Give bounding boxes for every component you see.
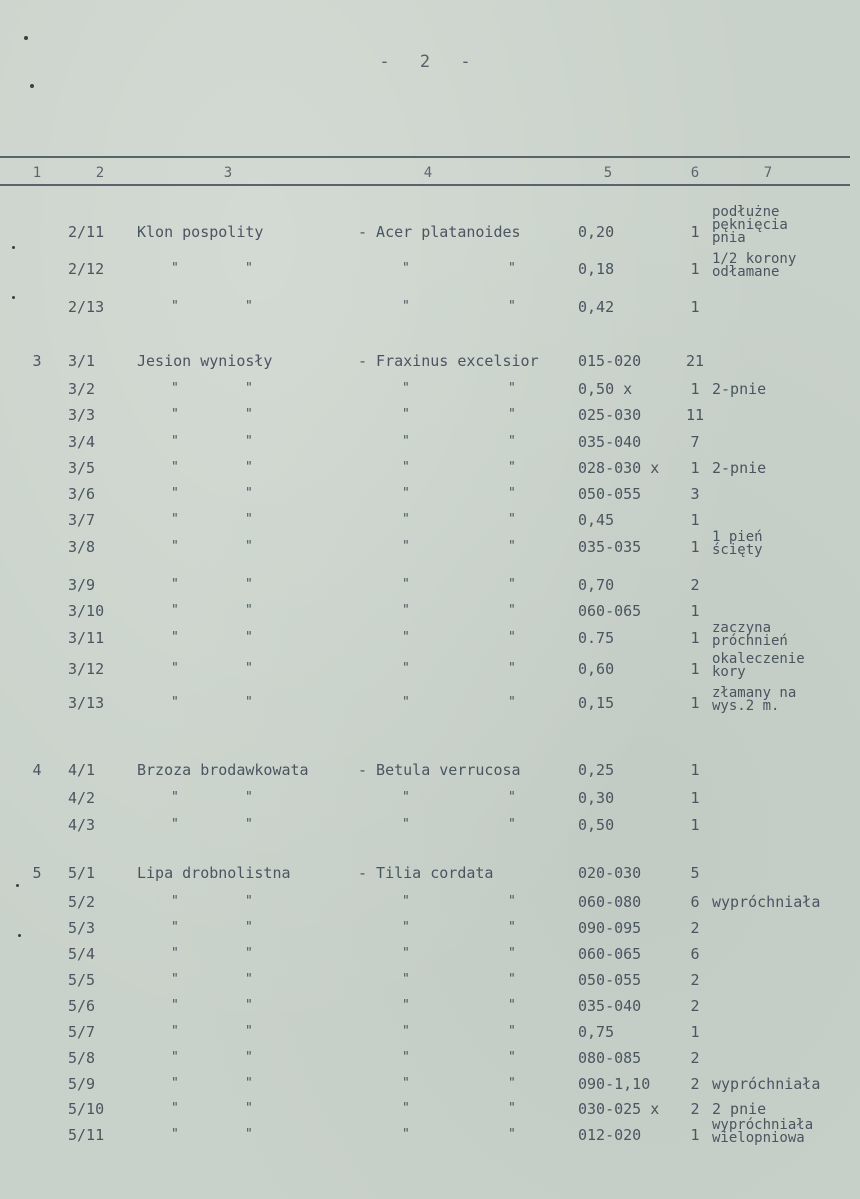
column-header-7: 7 (763, 165, 773, 181)
trunk-diameter: 060-080 (578, 893, 642, 911)
tree-count: 1 (690, 602, 700, 620)
tree-number: 5/6 (68, 997, 96, 1015)
tree-number: 4/1 (68, 761, 96, 779)
table-row (0, 379, 860, 399)
ditto-mark: " (508, 512, 516, 527)
column-header-1: 1 (32, 165, 42, 181)
tree-number: 3/5 (68, 459, 96, 477)
ditto-mark: " (402, 434, 410, 449)
trunk-diameter: 020-030 (578, 864, 642, 882)
remarks-text: złamany na wys.2 m. (712, 685, 797, 714)
tree-count: 2 (690, 576, 700, 594)
ditto-mark: " (402, 790, 410, 805)
remarks-text: 2-pnie (712, 380, 767, 398)
table-header (0, 163, 860, 183)
tree-number: 3/2 (68, 380, 96, 398)
remarks-text: 1 pień ścięty (712, 529, 763, 558)
trunk-diameter: 060-065 (578, 602, 642, 620)
ditto-mark: " (245, 695, 253, 710)
ditto-mark: " (402, 894, 410, 909)
remarks (712, 1074, 852, 1094)
trunk-diameter: 050-055 (578, 971, 642, 989)
tree-count: 2 (690, 1075, 700, 1093)
trunk-diameter: 0,20 (578, 223, 615, 241)
ditto-mark: " (402, 1101, 410, 1116)
tree-count: 2 (690, 919, 700, 937)
latin-name: - Fraxinus excelsior (358, 352, 539, 370)
ditto-mark: " (508, 460, 516, 475)
ditto-mark: " (402, 920, 410, 935)
ditto-mark: " (508, 407, 516, 422)
tree-count: 1 (690, 629, 700, 647)
tree-number: 5/10 (68, 1100, 105, 1118)
ditto-mark: " (508, 539, 516, 554)
tree-count: 7 (690, 433, 700, 451)
column-header-2: 2 (95, 165, 105, 181)
ditto-mark: " (508, 972, 516, 987)
tree-number: 2/11 (68, 223, 105, 241)
ditto-mark: " (171, 1050, 179, 1065)
ditto-mark: " (508, 630, 516, 645)
tree-count: 1 (690, 789, 700, 807)
trunk-diameter: 080-085 (578, 1049, 642, 1067)
ditto-mark: " (508, 261, 516, 276)
trunk-diameter: 025-030 (578, 406, 642, 424)
ditto-mark: " (508, 894, 516, 909)
tree-number: 4/3 (68, 816, 96, 834)
ditto-mark: " (171, 817, 179, 832)
group-number: 5 (32, 864, 42, 882)
tree-count: 21 (685, 352, 705, 370)
ditto-mark: " (171, 1101, 179, 1116)
tree-number: 2/13 (68, 298, 105, 316)
ditto-mark: " (171, 381, 179, 396)
ditto-mark: " (171, 1076, 179, 1091)
remarks (712, 253, 852, 279)
trunk-diameter: 0,70 (578, 576, 615, 594)
ditto-mark: " (508, 661, 516, 676)
trunk-diameter: 0,25 (578, 761, 615, 779)
ditto-mark: " (402, 630, 410, 645)
ditto-mark: " (245, 946, 253, 961)
ditto-mark: " (508, 434, 516, 449)
table-row (0, 601, 860, 621)
tree-count: 6 (690, 893, 700, 911)
tree-number: 3/12 (68, 660, 105, 678)
ditto-mark: " (245, 603, 253, 618)
tree-number: 3/8 (68, 538, 96, 556)
table-row (0, 944, 860, 964)
column-header-4: 4 (423, 165, 433, 181)
trunk-diameter: 012-020 (578, 1126, 642, 1144)
table-row (0, 1022, 860, 1042)
polish-name: Jesion wyniosły (137, 352, 273, 370)
trunk-diameter: 090-1,10 (578, 1075, 651, 1093)
latin-name: - Tilia cordata (358, 864, 494, 882)
table-row (0, 458, 860, 478)
ditto-mark: " (508, 946, 516, 961)
tree-count: 2 (690, 997, 700, 1015)
remarks-text: wypróchniała (712, 1075, 821, 1093)
ditto-mark: " (171, 894, 179, 909)
tree-number: 3/1 (68, 352, 96, 370)
tree-count: 1 (690, 660, 700, 678)
trunk-diameter: 0,75 (578, 1023, 615, 1041)
table-row (0, 892, 860, 912)
ditto-mark: " (508, 817, 516, 832)
polish-name: Lipa drobnolistna (137, 864, 291, 882)
ditto-mark: " (245, 299, 253, 314)
tree-number: 3/4 (68, 433, 96, 451)
remarks-text: 2 pnie (712, 1100, 767, 1118)
ditto-mark: " (402, 261, 410, 276)
tree-number: 3/13 (68, 694, 105, 712)
ditto-mark: " (245, 460, 253, 475)
tree-count: 5 (690, 864, 700, 882)
ditto-mark: " (508, 381, 516, 396)
group-number: 4 (32, 761, 42, 779)
tree-number: 3/6 (68, 485, 96, 503)
ditto-mark: " (245, 920, 253, 935)
remarks (712, 1119, 852, 1145)
trunk-diameter: 0,42 (578, 298, 615, 316)
table-row (0, 1048, 860, 1068)
ditto-mark: " (245, 381, 253, 396)
ditto-mark: " (171, 972, 179, 987)
tree-count: 1 (690, 538, 700, 556)
ditto-mark: " (245, 661, 253, 676)
ditto-mark: " (245, 434, 253, 449)
table-row (0, 918, 860, 938)
tree-number: 3/3 (68, 406, 96, 424)
table-row (0, 788, 860, 808)
table-row (0, 1074, 860, 1094)
hole-punch-mark (16, 884, 19, 887)
tree-count: 1 (690, 1126, 700, 1144)
ditto-mark: " (402, 460, 410, 475)
trunk-diameter: 0,30 (578, 789, 615, 807)
table-row (0, 251, 860, 280)
trunk-diameter: 035-040 (578, 997, 642, 1015)
tree-number: 5/1 (68, 864, 96, 882)
table-row (0, 620, 860, 649)
ditto-mark: " (402, 661, 410, 676)
tree-count: 1 (690, 380, 700, 398)
trunk-diameter: 0,60 (578, 660, 615, 678)
tree-number: 4/2 (68, 789, 96, 807)
remarks (712, 206, 852, 245)
ditto-mark: " (245, 998, 253, 1013)
tree-number: 5/2 (68, 893, 96, 911)
ditto-mark: " (171, 695, 179, 710)
tree-count: 2 (690, 971, 700, 989)
ditto-mark: " (245, 577, 253, 592)
ditto-mark: " (245, 630, 253, 645)
table-row (0, 351, 860, 371)
ditto-mark: " (508, 603, 516, 618)
ditto-mark: " (171, 460, 179, 475)
tree-count: 1 (690, 459, 700, 477)
remarks-text: wypróchniała wielopniowa (712, 1117, 814, 1146)
tree-number: 3/9 (68, 576, 96, 594)
tree-number: 5/4 (68, 945, 96, 963)
tree-count: 6 (690, 945, 700, 963)
ditto-mark: " (171, 946, 179, 961)
remarks-text: podłużne pęknięcia pnia (712, 204, 788, 246)
trunk-diameter: 0,15 (578, 694, 615, 712)
table-row (0, 529, 860, 558)
remarks (712, 1099, 852, 1119)
table-row (0, 1117, 860, 1146)
ditto-mark: " (171, 434, 179, 449)
tree-count: 2 (690, 1049, 700, 1067)
ditto-mark: " (245, 512, 253, 527)
ditto-mark: " (508, 1050, 516, 1065)
ditto-mark: " (245, 486, 253, 501)
trunk-diameter: 0,50 (578, 816, 615, 834)
tree-count: 1 (690, 1023, 700, 1041)
ditto-mark: " (508, 920, 516, 935)
remarks (712, 653, 852, 679)
ditto-mark: " (402, 998, 410, 1013)
trunk-diameter: 035-035 (578, 538, 642, 556)
ditto-mark: " (245, 972, 253, 987)
tree-number: 5/5 (68, 971, 96, 989)
trunk-diameter: 015-020 (578, 352, 642, 370)
ditto-mark: " (245, 261, 253, 276)
table-row (0, 204, 860, 246)
table-row (0, 432, 860, 452)
column-header-3: 3 (223, 165, 233, 181)
ditto-mark: " (245, 894, 253, 909)
ditto-mark: " (508, 1101, 516, 1116)
trunk-diameter: 0.75 (578, 629, 615, 647)
ditto-mark: " (245, 539, 253, 554)
column-header-5: 5 (603, 165, 613, 181)
tree-number: 2/12 (68, 260, 105, 278)
ditto-mark: " (508, 790, 516, 805)
ditto-mark: " (402, 1076, 410, 1091)
ditto-mark: " (402, 407, 410, 422)
tree-count: 1 (690, 223, 700, 241)
remarks-text: zaczyna próchnień (712, 620, 788, 649)
column-header-6: 6 (690, 165, 700, 181)
ditto-mark: " (508, 1076, 516, 1091)
table-row (0, 815, 860, 835)
remarks (712, 892, 852, 912)
table-row (0, 297, 860, 317)
ditto-mark: " (245, 1024, 253, 1039)
tree-count: 2 (690, 1100, 700, 1118)
ditto-mark: " (171, 299, 179, 314)
ditto-mark: " (402, 1127, 410, 1142)
remarks-text: 2-pnie (712, 459, 767, 477)
tree-number: 3/10 (68, 602, 105, 620)
ditto-mark: " (402, 603, 410, 618)
ditto-mark: " (402, 1050, 410, 1065)
ditto-mark: " (508, 695, 516, 710)
ditto-mark: " (171, 998, 179, 1013)
polish-name: Brzoza brodawkowata (137, 761, 309, 779)
latin-name: - Betula verrucosa (358, 761, 521, 779)
hole-punch-mark (24, 36, 28, 40)
tree-count: 1 (690, 761, 700, 779)
ditto-mark: " (402, 577, 410, 592)
page-number: - 2 - (379, 52, 481, 72)
tree-number: 5/7 (68, 1023, 96, 1041)
tree-number: 5/3 (68, 919, 96, 937)
ditto-mark: " (402, 381, 410, 396)
latin-name: - Acer platanoides (358, 223, 521, 241)
hole-punch-mark (30, 84, 34, 88)
ditto-mark: " (402, 1024, 410, 1039)
trunk-diameter: 0,18 (578, 260, 615, 278)
polish-name: Klon pospolity (137, 223, 264, 241)
tree-number: 3/7 (68, 511, 96, 529)
ditto-mark: " (402, 817, 410, 832)
table-row (0, 575, 860, 595)
tree-number: 5/8 (68, 1049, 96, 1067)
table-row (0, 863, 860, 883)
remarks-text: wypróchniała (712, 893, 821, 911)
table-row (0, 685, 860, 714)
tree-number: 3/11 (68, 629, 105, 647)
ditto-mark: " (508, 1024, 516, 1039)
ditto-mark: " (402, 539, 410, 554)
ditto-mark: " (171, 261, 179, 276)
ditto-mark: " (508, 577, 516, 592)
tree-number: 5/9 (68, 1075, 96, 1093)
ditto-mark: " (171, 407, 179, 422)
ditto-mark: " (245, 1127, 253, 1142)
ditto-mark: " (402, 972, 410, 987)
trunk-diameter: 050-055 (578, 485, 642, 503)
hole-punch-mark (12, 246, 15, 249)
ditto-mark: " (171, 630, 179, 645)
tree-count: 1 (690, 511, 700, 529)
ditto-mark: " (171, 539, 179, 554)
remarks (712, 531, 852, 557)
table-top-rule (0, 156, 850, 158)
ditto-mark: " (171, 603, 179, 618)
ditto-mark: " (402, 299, 410, 314)
group-number: 3 (32, 352, 42, 370)
table-header-rule (0, 184, 850, 186)
ditto-mark: " (245, 1076, 253, 1091)
tree-count: 3 (690, 485, 700, 503)
ditto-mark: " (402, 946, 410, 961)
tree-count: 1 (690, 298, 700, 316)
table-row (0, 510, 860, 530)
trunk-diameter: 090-095 (578, 919, 642, 937)
remarks-text: 1/2 korony odłamane (712, 251, 797, 280)
tree-count: 1 (690, 260, 700, 278)
ditto-mark: " (171, 1127, 179, 1142)
trunk-diameter: 030-025 x (578, 1100, 660, 1118)
ditto-mark: " (508, 998, 516, 1013)
ditto-mark: " (171, 790, 179, 805)
remarks-text: okaleczenie kory (712, 651, 805, 680)
ditto-mark: " (171, 512, 179, 527)
tree-count: 11 (685, 406, 705, 424)
ditto-mark: " (171, 1024, 179, 1039)
table-row (0, 651, 860, 680)
ditto-mark: " (245, 817, 253, 832)
table-row (0, 405, 860, 425)
trunk-diameter: 0,50 x (578, 380, 633, 398)
table-row (0, 996, 860, 1016)
table-row (0, 760, 860, 780)
ditto-mark: " (245, 407, 253, 422)
trunk-diameter: 0,45 (578, 511, 615, 529)
ditto-mark: " (402, 512, 410, 527)
ditto-mark: " (508, 486, 516, 501)
ditto-mark: " (171, 920, 179, 935)
tree-count: 1 (690, 816, 700, 834)
ditto-mark: " (171, 661, 179, 676)
remarks (712, 379, 852, 399)
ditto-mark: " (508, 1127, 516, 1142)
ditto-mark: " (171, 577, 179, 592)
ditto-mark: " (245, 790, 253, 805)
ditto-mark: " (402, 486, 410, 501)
remarks (712, 687, 852, 713)
trunk-diameter: 035-040 (578, 433, 642, 451)
remarks (712, 458, 852, 478)
tree-count: 1 (690, 694, 700, 712)
ditto-mark: " (171, 486, 179, 501)
table-row (0, 1099, 860, 1119)
ditto-mark: " (245, 1101, 253, 1116)
table-row (0, 484, 860, 504)
ditto-mark: " (508, 299, 516, 314)
table-row (0, 970, 860, 990)
trunk-diameter: 028-030 x (578, 459, 660, 477)
ditto-mark: " (402, 695, 410, 710)
remarks (712, 622, 852, 648)
ditto-mark: " (245, 1050, 253, 1065)
trunk-diameter: 060-065 (578, 945, 642, 963)
tree-number: 5/11 (68, 1126, 105, 1144)
